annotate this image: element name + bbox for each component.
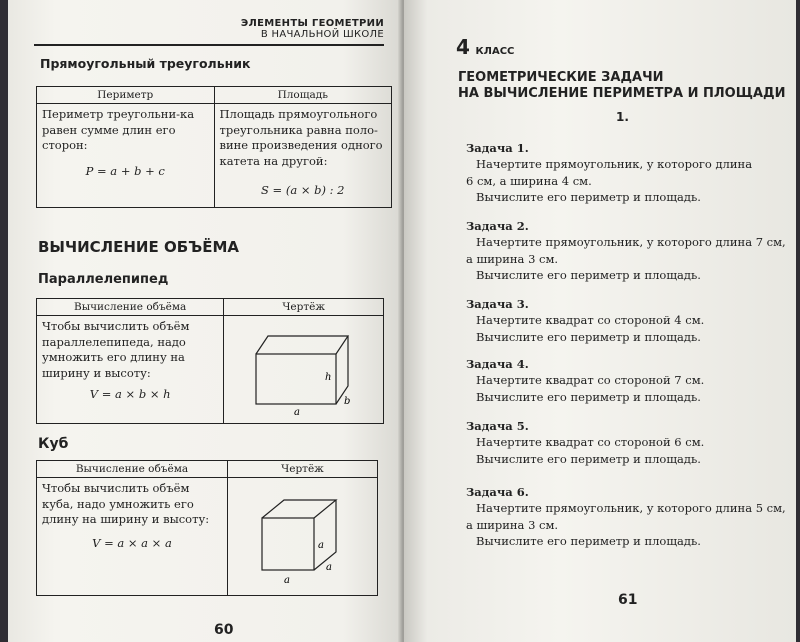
task-title: Задача 1. [466, 141, 529, 155]
task-line1: Начертите прямоугольник, у которого длина 5 см, [476, 501, 786, 516]
task-item [466, 140, 786, 205]
cube-col2-header: Чертёж [227, 461, 377, 478]
task-item [466, 218, 786, 283]
cube-label-a-side: a [317, 540, 324, 552]
task-line3: Вычислите его периметр и площадь. [476, 451, 701, 466]
triangle-col2-header: Площадь [214, 87, 392, 104]
parallelepiped-drawing-cell [224, 316, 384, 424]
left-page [8, 0, 402, 642]
triangle-table [36, 86, 392, 208]
task-line2: 6 см, а ширина 4 см. [466, 173, 592, 188]
parallelepiped-drawing [224, 316, 382, 418]
parallelepiped-label-a: a [294, 407, 301, 419]
triangle-perimeter-text: Периметр треугольни-ка равен сумме длин его сторон: [42, 107, 195, 153]
cube-label-a-front: a [283, 575, 290, 587]
parallelepiped-text-cell [37, 316, 224, 424]
cube-drawing-cell [227, 478, 377, 596]
topic-line2: НА ВЫЧИСЛЕНИЕ ПЕРИМЕТРА И ПЛОЩАДИ [458, 86, 786, 102]
task-line1: Начертите прямоугольник, у которого длина [476, 157, 753, 172]
right-page [404, 0, 796, 642]
parallelepiped-label-h: h [325, 372, 332, 384]
parallelepiped-title: Параллелепипед [38, 272, 169, 287]
triangle-perimeter-cell [37, 104, 215, 208]
grade-label [456, 35, 514, 59]
cube-col1-header: Вычисление объёма [37, 461, 228, 478]
task-line2: а ширина 3 см. [466, 517, 559, 532]
header-line2: В НАЧАЛЬНОЙ ШКОЛЕ [260, 29, 384, 40]
grade-word: КЛАСС [475, 46, 515, 57]
section-number: 1. [616, 110, 629, 124]
task-line1: Начертите квадрат со стороной 4 см. [476, 313, 705, 328]
topic-title [458, 70, 785, 103]
task-line1: Начертите квадрат со стороной 6 см. [476, 435, 705, 450]
task-line3: Вычислите его периметр и площадь. [476, 533, 701, 548]
task-line3: Вычислите его периметр и площадь. [476, 189, 701, 204]
task-item [466, 296, 786, 345]
volume-title: ВЫЧИСЛЕНИЕ ОБЪЁМА [38, 238, 239, 256]
triangle-area-cell [214, 104, 392, 208]
task-line3: Вычислите его периметр и площадь. [476, 267, 701, 282]
task-title: Задача 6. [466, 485, 529, 499]
task-line3: Вычислите его периметр и площадь. [476, 389, 701, 404]
header-line1: ЭЛЕМЕНТЫ ГЕОМЕТРИИ [240, 18, 384, 29]
topic-line1: ГЕОМЕТРИЧЕСКИЕ ЗАДАЧИ [458, 70, 664, 85]
parallelepiped-text: Чтобы вычислить объём параллелепипеда, надо умножить его длину на ширину и высоту: [42, 319, 190, 380]
task-title: Задача 4. [466, 357, 529, 371]
task-line3: Вычислите его периметр и площадь. [476, 329, 701, 344]
task-line2: а ширина 3 см. [466, 251, 559, 266]
task-item [466, 418, 786, 467]
left-page-number: 60 [214, 622, 234, 638]
parallelepiped-table [36, 298, 384, 424]
cube-formula: V = a × a × a [92, 535, 172, 550]
task-title: Задача 3. [466, 297, 529, 311]
task-line1: Начертите прямоугольник, у которого длина 7 см, [476, 235, 786, 250]
parallelepiped-col2-header: Чертёж [224, 299, 384, 316]
parallelepiped-col1-header: Вычисление объёма [37, 299, 224, 316]
task-item [466, 484, 786, 549]
right-page-number: 61 [618, 592, 638, 608]
task-title: Задача 5. [466, 419, 529, 433]
task-item [466, 356, 786, 405]
running-header [241, 18, 384, 40]
task-title: Задача 2. [466, 219, 529, 233]
triangle-area-formula: S = (a × b) : 2 [261, 183, 345, 198]
triangle-col1-header: Периметр [37, 87, 215, 104]
triangle-title: Прямоугольный треугольник [40, 56, 251, 71]
parallelepiped-label-b: b [344, 396, 351, 408]
cube-text: Чтобы вычислить объём куба, надо умножить его длину на ширину и высоту: [42, 481, 210, 527]
triangle-perimeter-formula: P = a + b + c [85, 163, 165, 178]
grade-number: 4 [456, 35, 470, 59]
cube-drawing [228, 478, 376, 590]
cube-text-cell [37, 478, 228, 596]
triangle-area-text: Площадь прямоугольного треугольника равна поло-вине произведения одного катета на другой: [219, 107, 383, 168]
cube-label-a-depth: a [325, 562, 332, 574]
cube-title: Куб [38, 436, 69, 452]
header-rule [34, 44, 384, 46]
task-line1: Начертите квадрат со стороной 7 см. [476, 373, 705, 388]
parallelepiped-formula: V = a × b × h [89, 387, 171, 402]
cube-table [36, 460, 378, 596]
